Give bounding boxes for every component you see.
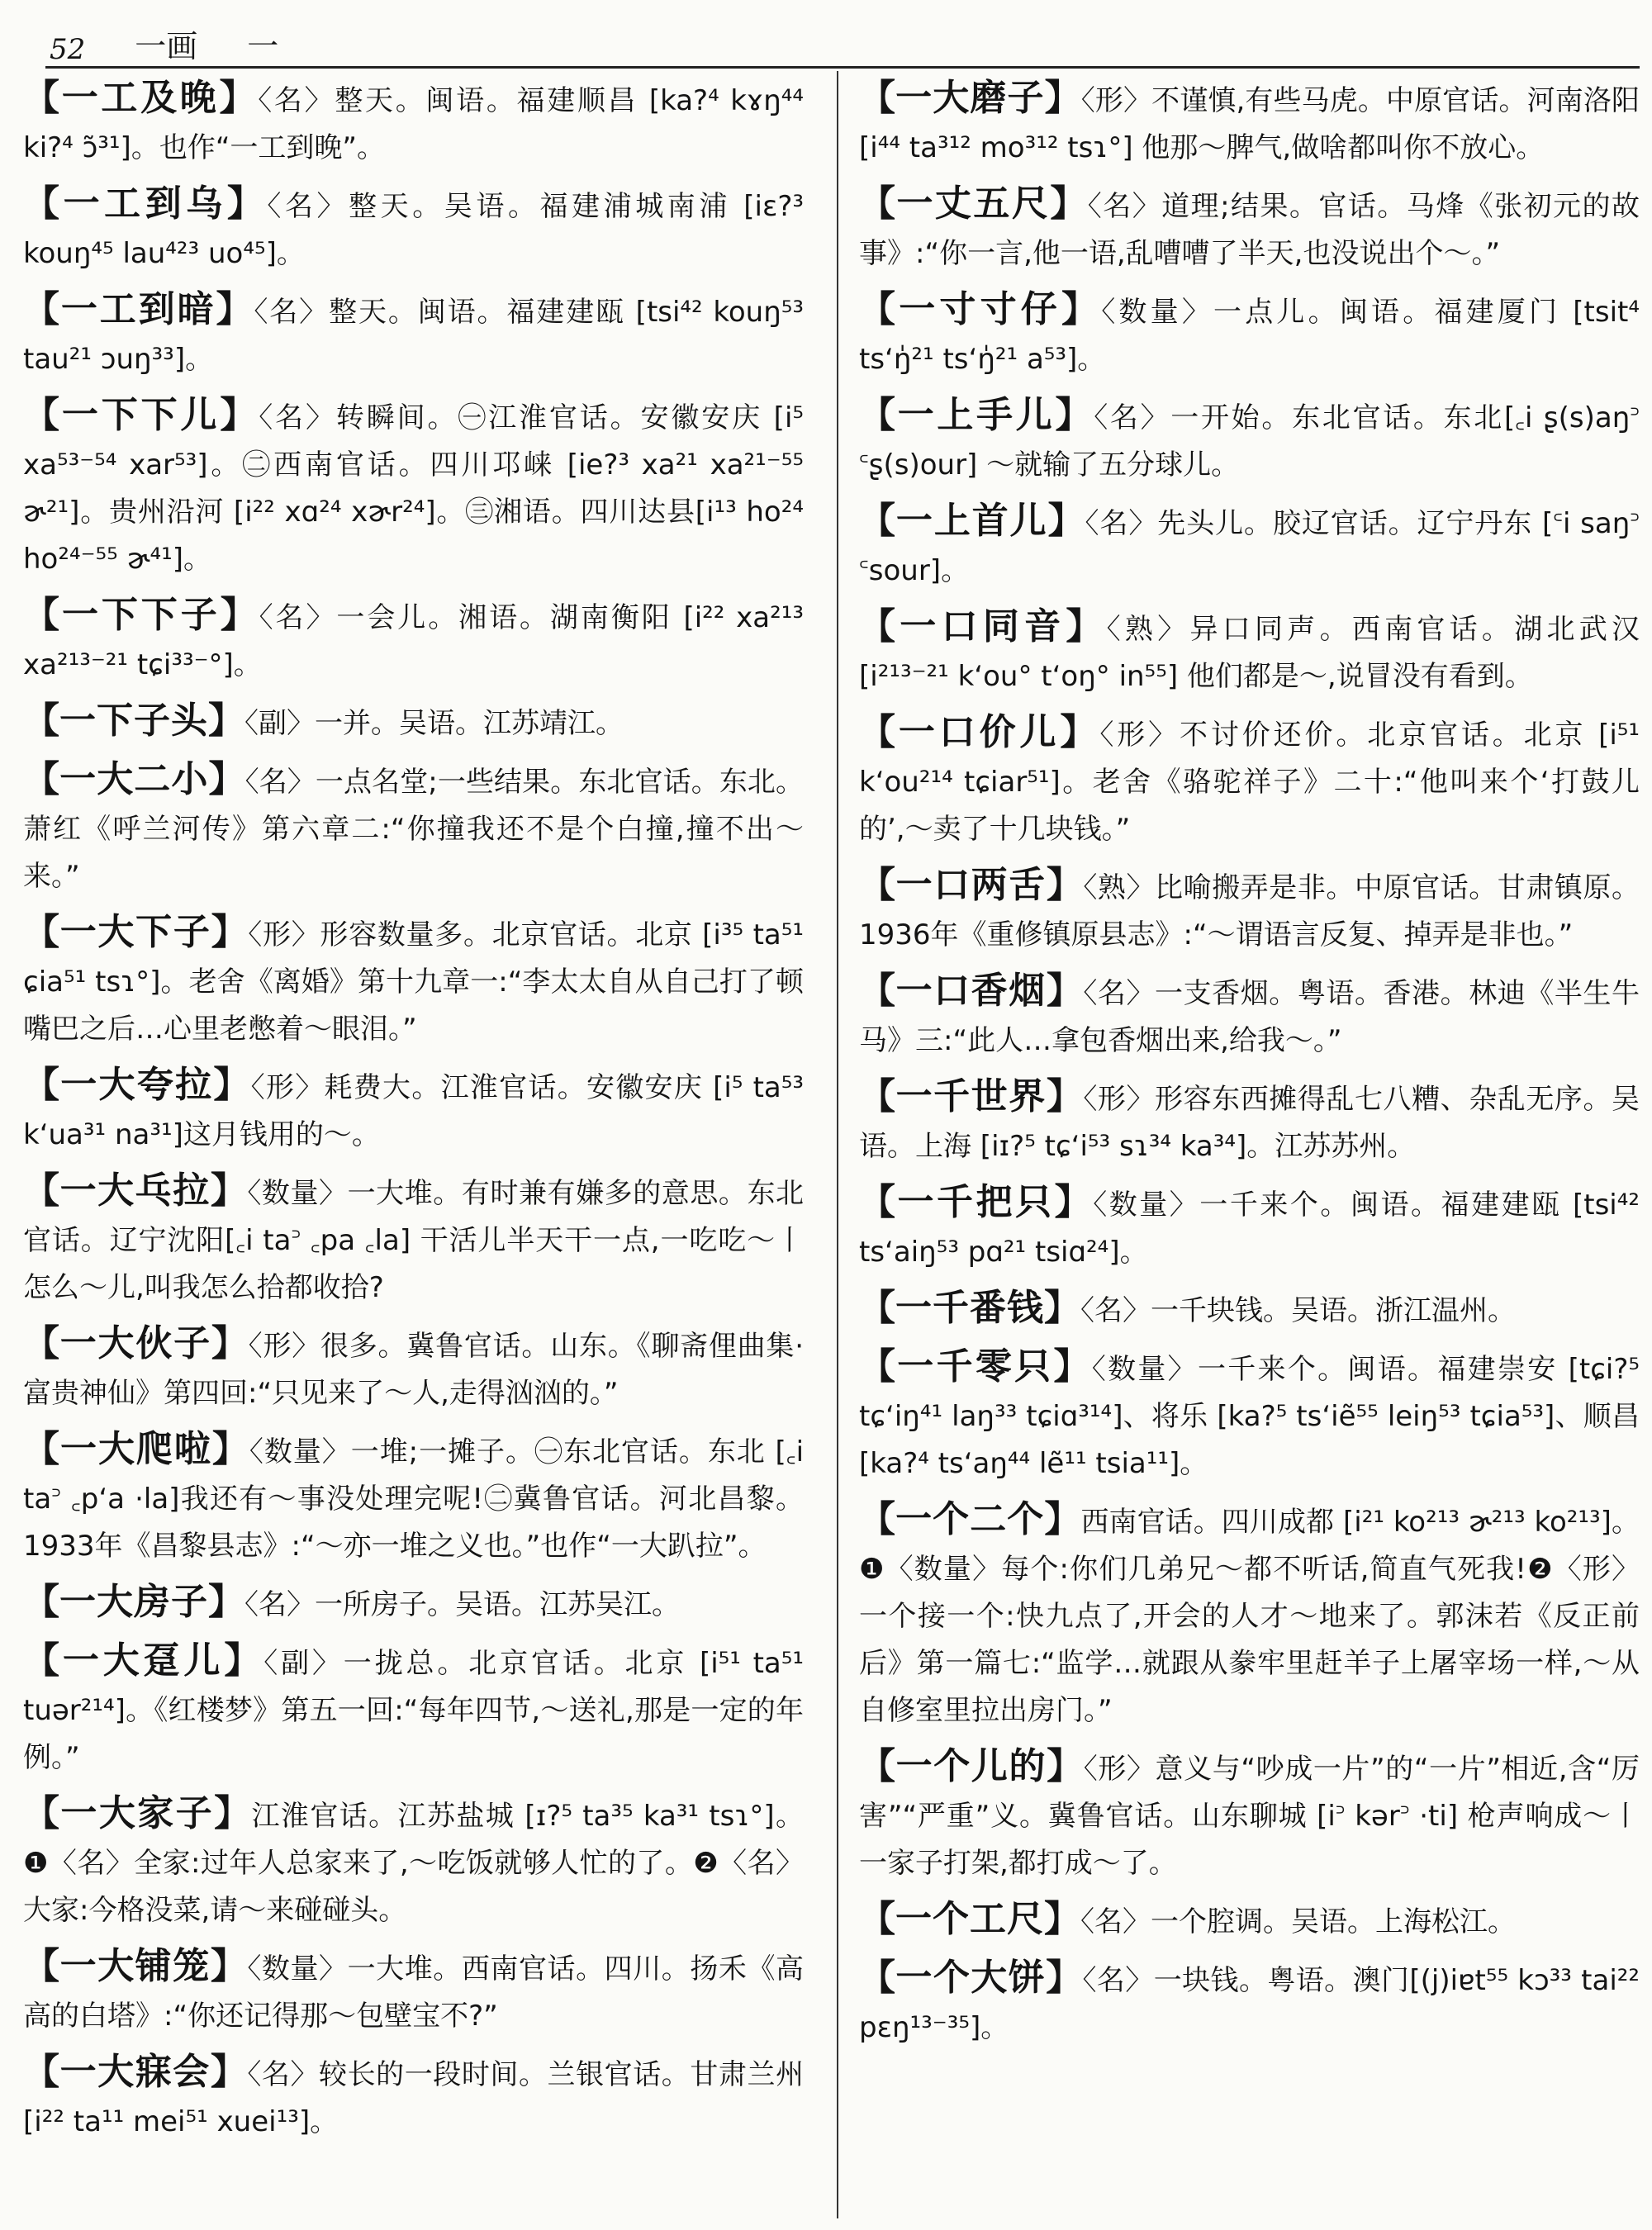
dictionary-entry: [23, 1320, 804, 1417]
bracket-close: 】: [1061, 288, 1102, 330]
dictionary-entry: [23, 2048, 804, 2146]
bracket-close: 】: [1046, 1075, 1084, 1117]
entry-definition: 〈形〉不讨价还价。北京官话。北京 [i⁵¹ k‘ou²¹⁴ tɕiar⁵¹]。老舍《骆驼祥子》二十:“他叫来个‘打鼓儿的’,～卖了十几块钱。”: [859, 719, 1640, 846]
entry-definition: 〈名〉一个腔调。吴语。上海松江。: [1080, 1905, 1516, 1938]
entry-headword: 一大磨子: [895, 77, 1045, 119]
entry-headword: 一口价儿: [898, 711, 1061, 753]
bracket-close: 】: [1066, 605, 1107, 648]
bracket-open: 【: [859, 1745, 896, 1787]
bracket-open: 【: [859, 1345, 898, 1388]
entry-headword: 一下下儿: [61, 394, 221, 436]
bracket-open: 【: [859, 605, 900, 648]
entry-definition: 〈名〉整天。闽语。福建顺昌 [ka?⁴ kɤŋ⁴⁴ ki?⁴ ɔ̃³¹]。也作“一工到晚”。: [23, 84, 804, 164]
bracket-close: 】: [208, 1581, 244, 1623]
bracket-open: 【: [23, 1428, 60, 1470]
dictionary-entry: [23, 756, 804, 900]
dictionary-entry: [859, 1954, 1640, 2052]
entry-definition: 〈名〉转瞬间。㊀江淮官话。安徽安庆 [i⁵ xa⁵³⁻⁵⁴ xar⁵³]。㊁西南官话。四川邛崃 [ie?³ xa²¹ xa²¹⁻⁵⁵ ɚ²¹]。贵州沿河 [i²² xɑ²⁴ xɚr²⁴]。㊂湘语。四川达县[i¹³ ho²⁴ ho²⁴⁻⁵⁵ ɚ⁴¹]。: [23, 401, 805, 576]
entry-headword: 一寸寸仔: [899, 288, 1062, 330]
entry-definition: 〈数量〉一大堆。西南官话。四川。扬禾《高高的白塔》:“你还记得那～包壁宝不?”: [23, 1952, 805, 2033]
dictionary-entry: [23, 1426, 804, 1570]
entry-headword: 一大夸拉: [60, 1064, 214, 1106]
dictionary-entry: [859, 74, 1640, 172]
entry-definition: 〈名〉一会儿。湘语。湖南衡阳 [i²² xa²¹³ xa²¹³⁻²¹ tɕi³³⁻°]。: [23, 601, 805, 681]
entry-definition: 〈形〉形容东西摊得乱七八糟、杂乱无序。吴语。上海 [iɪ?⁵ tɕ‘i⁵³ sɿ³⁴ ka³⁴]。江苏苏州。: [859, 1083, 1640, 1163]
entry-definition: 〈名〉先头儿。胶辽官话。辽宁丹东 [꜂i saŋ꜄ ꜂sour]。: [859, 507, 1640, 587]
dictionary-entry: [23, 1578, 804, 1629]
dictionary-entry: [859, 861, 1640, 959]
entry-headword: 一大乓拉: [59, 1170, 211, 1212]
entry-headword: 一大下子: [59, 911, 211, 953]
entry-definition: 〈名〉一支香烟。粤语。香港。林迪《半生牛马》三:“此人…拿包香烟出来,给我～。”: [859, 977, 1640, 1057]
dictionary-entry: [859, 1284, 1640, 1335]
bracket-close: 】: [216, 288, 254, 330]
entry-definition: 〈形〉意义与“吵成一片”的“一片”相近,含“厉害”“严重”义。冀鲁官话。山东聊城 [i꜄ kər꜄ ·ti] 枪声响成～丨一家子打架,都打成～了。: [859, 1753, 1640, 1880]
bracket-open: 【: [23, 758, 60, 800]
bracket-close: 】: [219, 77, 259, 119]
dictionary-entry: [23, 697, 804, 747]
dictionary-entry: [859, 1496, 1640, 1734]
entry-definition: 西南官话。四川成都 [i²¹ ko²¹³ ɚ²¹³ ko²¹³]。❶〈数量〉每个:你们几弟兄～都不听话,简直气死我!❷〈形〉一个接一个:快九点了,开会的人才～地来了。郭沫若《反正前后》第一篇七:“监学…就跟从豢牢里赶羊子上屠宰场一样,～从自修室里拉出房门。”: [859, 1506, 1640, 1727]
entry-definition: 〈名〉一千块钱。吴语。浙江温州。: [1080, 1294, 1516, 1327]
entry-headword: 一大房子: [59, 1581, 208, 1623]
entry-headword: 一工到乌: [63, 183, 227, 225]
bracket-close: 】: [224, 1639, 264, 1682]
dictionary-entry: [23, 1943, 804, 2040]
dictionary-entry: [859, 603, 1640, 700]
entry-headword: 一口两舌: [895, 864, 1047, 906]
bracket-close: 】: [1044, 77, 1081, 119]
entry-headword: 一大铺笼: [59, 1945, 211, 1987]
bracket-open: 【: [859, 1075, 896, 1117]
dictionary-entry: [859, 967, 1640, 1065]
entry-headword: 一口同音: [900, 605, 1066, 648]
entry-headword: 一上首儿: [895, 500, 1048, 542]
entry-definition: 〈形〉不谨慎,有些马虎。中原官话。河南洛阳 [i⁴⁴ ta³¹² mo³¹² tsɿ°] 他那～脾气,做啥都叫你不放心。: [859, 84, 1640, 164]
dictionary-entry: [23, 180, 804, 278]
dictionary-entry: [23, 1167, 804, 1312]
entry-headword: 一大爬啦: [59, 1428, 212, 1470]
bracket-open: 【: [23, 911, 60, 953]
bracket-open: 【: [23, 1581, 59, 1623]
bracket-open: 【: [23, 2051, 60, 2093]
bracket-open: 【: [859, 1181, 898, 1223]
bracket-close: 】: [211, 911, 249, 953]
entry-headword: 一千世界: [895, 1075, 1047, 1117]
bracket-open: 【: [859, 864, 896, 906]
bracket-open: 【: [859, 394, 898, 436]
entry-definition: 〈名〉较长的一段时间。兰银官话。甘肃兰州[i²² ta¹¹ mei⁵¹ xuei¹³]。: [23, 2058, 805, 2138]
bracket-close: 】: [1055, 394, 1094, 436]
bracket-close: 】: [1054, 1181, 1094, 1223]
bracket-close: 】: [208, 700, 244, 742]
bracket-close: 】: [1046, 864, 1084, 906]
entry-definition: 〈副〉一拢总。北京官话。北京 [i⁵¹ ta⁵¹ tuər²¹⁴]。《红楼梦》第五一回:“每年四节,～送礼,那是一定的年例。”: [23, 1647, 805, 1774]
dictionary-entry: [23, 909, 804, 1053]
bracket-close: 】: [210, 1170, 248, 1212]
bracket-close: 】: [220, 594, 259, 636]
bracket-close: 】: [1047, 1745, 1084, 1787]
entry-headword: 一个大饼: [895, 1957, 1047, 1999]
bracket-close: 】: [1060, 711, 1100, 753]
dictionary-entry: [23, 74, 804, 172]
bracket-open: 【: [859, 1957, 896, 1999]
bracket-close: 】: [1046, 1957, 1083, 1999]
bracket-close: 】: [1044, 1898, 1080, 1940]
bracket-close: 】: [214, 1792, 252, 1834]
bracket-open: 【: [23, 288, 61, 330]
entry-headword: 一大家子: [60, 1792, 215, 1834]
entry-headword: 一口香烟: [895, 970, 1047, 1012]
entry-definition: 〈形〉耗费大。江淮官话。安徽安庆 [i⁵ ta⁵³ k‘ua³¹ na³¹]这月钱用的～。: [23, 1071, 805, 1151]
page-header: [50, 15, 1635, 66]
bracket-close: 】: [210, 2051, 248, 2093]
dictionary-entry: [859, 391, 1640, 489]
entry-headword: 一个儿的: [895, 1745, 1047, 1787]
entry-definition: 〈数量〉一大堆。有时兼有嫌多的意思。东北官话。辽宁沈阳[꜀i ta꜄ ꜀pa ꜀la] 干活儿半天干一点,一吃吃～丨怎么～儿,叫我怎么拾都收拾?: [23, 1177, 805, 1304]
bracket-open: 【: [859, 1898, 895, 1940]
entry-headword: 一大二小: [59, 758, 209, 800]
bracket-open: 【: [23, 1322, 60, 1364]
bracket-open: 【: [859, 1498, 896, 1540]
entry-definition: 〈形〉形容数量多。北京官话。北京 [i³⁵ ta⁵¹ ɕia⁵¹ tsɿ°]。老舍《离婚》第十九章一:“李太太自从自己打了顿嘴巴之后…心里老憋着～眼泪。”: [23, 918, 805, 1046]
left-column: [23, 74, 804, 2154]
entry-headword: 一上手儿: [897, 394, 1056, 436]
entry-definition: 〈数量〉一堆;一摊子。㊀东北官话。东北 [꜀i ta꜄ ꜀p‘a ·la]我还有～事没处理完呢!㊁冀鲁官话。河北昌黎。1933年《昌黎县志》:“～亦一堆之义也。”也作“一大趴拉”。: [23, 1435, 805, 1563]
entry-definition: 〈熟〉比喻搬弄是非。中原官话。甘肃镇原。1936年《重修镇原县志》:“～谓语言反复、掉弄是非也。”: [859, 871, 1640, 951]
bracket-close: 】: [226, 183, 268, 225]
dictionary-entry: [859, 286, 1640, 383]
dictionary-entry: [23, 286, 804, 383]
entry-headword: 一千把只: [897, 1181, 1055, 1223]
bracket-open: 【: [23, 1170, 60, 1212]
bracket-close: 】: [1046, 970, 1084, 1012]
entry-headword: 一个工尺: [895, 1898, 1044, 1940]
dictionary-entry: [859, 497, 1640, 595]
bracket-open: 【: [859, 500, 896, 542]
entry-headword: 一大寐会: [59, 2051, 211, 2093]
section-label: 一画: [135, 28, 198, 64]
bracket-close: 】: [213, 1064, 251, 1106]
right-column: [859, 74, 1640, 2060]
dictionary-entry: [23, 591, 804, 689]
bracket-close: 】: [211, 1322, 249, 1364]
entry-definition: 江淮官话。江苏盐城 [ɪ?⁵ ta³⁵ ka³¹ tsɿ°]。❶〈名〉全家:过年人总家来了,～吃饭就够人忙的了。❷〈名〉大家:今格没菜,请～来碰碰头。: [23, 1800, 805, 1927]
entry-definition: 〈熟〉异口同声。西南官话。湖北武汉 [i²¹³⁻²¹ k‘ou° t‘oŋ° in⁵⁵] 他们都是～,说冒没有看到。: [859, 613, 1640, 693]
dictionary-entry: [859, 1179, 1640, 1276]
dictionary-entry: [23, 1790, 804, 1934]
dictionary-entry: [859, 180, 1640, 278]
bracket-close: 】: [210, 1945, 248, 1987]
page-number: 52: [50, 33, 86, 66]
bracket-open: 【: [23, 77, 62, 119]
bracket-open: 【: [23, 1945, 60, 1987]
bracket-open: 【: [859, 183, 897, 225]
bracket-open: 【: [859, 711, 899, 753]
bracket-open: 【: [23, 1792, 61, 1834]
entry-definition: 〈数量〉一千来个。闽语。福建建瓯 [tsi⁴² ts‘aiŋ⁵³ pɑ²¹ tsiɑ²⁴]。: [859, 1189, 1640, 1269]
dictionary-entry: [23, 391, 804, 583]
bracket-close: 】: [1050, 183, 1088, 225]
dictionary-entry: [859, 709, 1640, 853]
bracket-open: 【: [23, 394, 62, 436]
bracket-open: 【: [23, 183, 64, 225]
bracket-close: 】: [208, 758, 245, 800]
bracket-close: 】: [1044, 1498, 1081, 1540]
entry-headword: 一个二个: [895, 1498, 1045, 1540]
dictionary-entry: [23, 1637, 804, 1782]
column-divider: [837, 71, 838, 2218]
radical-label: 一: [247, 28, 279, 64]
entry-headword: 一工及晚: [61, 77, 220, 119]
dictionary-entry: [859, 1896, 1640, 1946]
entry-definition: 〈副〉一并。吴语。江苏靖江。: [244, 707, 624, 740]
bracket-open: 【: [859, 288, 900, 330]
bracket-open: 【: [23, 700, 59, 742]
entry-headword: 一下下子: [61, 594, 221, 636]
entry-headword: 一大趸儿: [62, 1639, 225, 1682]
bracket-close: 】: [211, 1428, 249, 1470]
bracket-open: 【: [23, 594, 62, 636]
bracket-close: 】: [1053, 1345, 1092, 1388]
entry-headword: 一工到暗: [60, 288, 216, 330]
bracket-close: 】: [1047, 500, 1085, 542]
entry-definition: 〈名〉整天。闽语。福建建瓯 [tsi⁴² kouŋ⁵³ tau²¹ ɔuŋ³³]。: [23, 296, 805, 376]
entry-definition: 〈名〉一所房子。吴语。江苏吴江。: [244, 1588, 680, 1621]
entry-headword: 一下子头: [59, 700, 208, 742]
dictionary-entry: [23, 1061, 804, 1159]
bracket-open: 【: [859, 1287, 895, 1329]
dictionary-entry: [859, 1743, 1640, 1887]
bracket-close: 】: [220, 394, 259, 436]
entry-definition: 〈数量〉一点儿。闽语。福建厦门 [tsit⁴ ts‘ŋ̍²¹ ts‘ŋ̍²¹ a⁵³]。: [859, 296, 1640, 376]
entry-headword: 一丈五尺: [896, 183, 1051, 225]
entry-definition: 〈形〉很多。冀鲁官话。山东。《聊斋俚曲集·富贵神仙》第四回:“只见来了～人,走得汹汹的。”: [23, 1330, 805, 1410]
entry-definition: 〈名〉一块钱。粤语。澳门[(j)iɐt⁵⁵ kɔ³³ tai²² pɛŋ¹³⁻³⁵]。: [859, 1964, 1640, 2044]
entry-definition: 〈名〉一开始。东北官话。东北[꜀i ʂ(s)aŋ꜄ ꜂ʂ(s)our] ～就输了五分球儿。: [859, 401, 1640, 482]
bracket-open: 【: [23, 1064, 61, 1106]
bracket-close: 】: [1044, 1287, 1080, 1329]
bracket-open: 【: [859, 77, 896, 119]
entry-definition: 〈名〉整天。吴语。福建浦城南浦 [iɛ?³ kouŋ⁴⁵ lau⁴²³ uo⁴⁵]。: [23, 190, 805, 270]
entry-definition: 〈名〉一点名堂;一些结果。东北官话。东北。萧红《呼兰河传》第六章二:“你撞我还不是个白撞,撞不出～来。”: [23, 766, 805, 893]
dictionary-entry: [859, 1343, 1640, 1487]
entry-headword: 一千零只: [897, 1345, 1054, 1388]
entry-definition: 〈名〉道理;结果。官话。马烽《张初元的故事》:“你一言,他一语,乱嘈嘈了半天,也没说出个～。”: [859, 190, 1640, 270]
bracket-open: 【: [23, 1639, 63, 1682]
entry-headword: 一大伙子: [59, 1322, 211, 1364]
entry-headword: 一千番钱: [895, 1287, 1044, 1329]
header-rule: [45, 66, 1640, 69]
dictionary-entry: [859, 1073, 1640, 1170]
entry-definition: 〈数量〉一千来个。闽语。福建崇安 [tɕi?⁵ tɕ‘iŋ⁴¹ laŋ³³ tɕiɑ³¹⁴]、将乐 [ka?⁵ ts‘iẽ⁵⁵ leiŋ⁵³ tɕia⁵³]、顺昌 [ka?⁴ ts‘aŋ⁴⁴ lẽ¹¹ tsia¹¹]。: [859, 1353, 1640, 1480]
bracket-open: 【: [859, 970, 896, 1012]
